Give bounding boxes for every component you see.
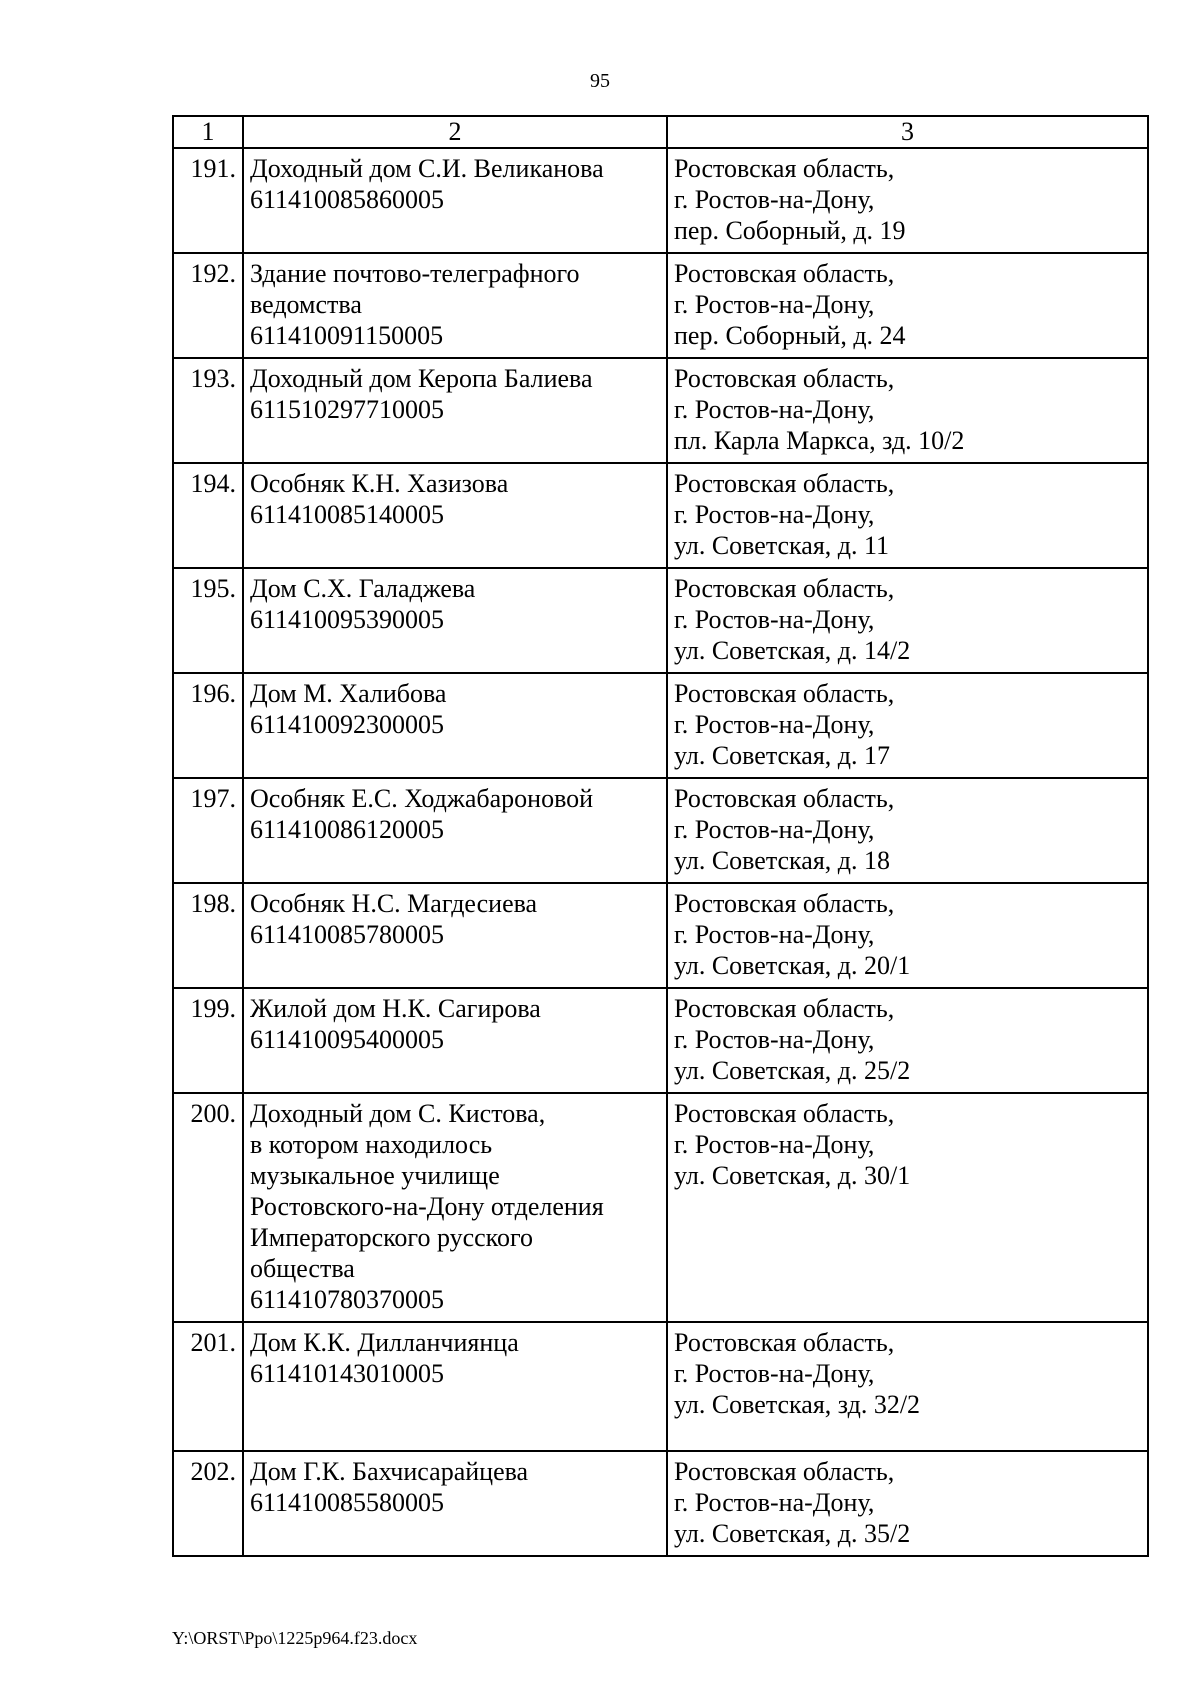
object-name-line: в котором находилось <box>250 1130 493 1159</box>
object-name-line: общества <box>250 1254 355 1283</box>
object-name-cell <box>243 463 667 568</box>
row-number: 195. <box>173 568 243 673</box>
address-cell <box>667 778 1148 883</box>
address-line: г. Ростов-на-Дону, <box>674 710 875 739</box>
address-cell <box>667 463 1148 568</box>
row-number: 202. <box>173 1451 243 1556</box>
table-row <box>173 358 1148 463</box>
address-line: ул. Советская, д. 35/2 <box>674 1519 911 1548</box>
address-line: пер. Соборный, д. 24 <box>674 321 906 350</box>
object-name-line: Здание почтово-телеграфного <box>250 259 580 288</box>
address-cell <box>667 883 1148 988</box>
address-line: Ростовская область, <box>674 574 895 603</box>
column-header-number: 1 <box>173 116 243 148</box>
object-name-line: Доходный дом Керопа Балиева <box>250 364 593 393</box>
address-line: Ростовская область, <box>674 784 895 813</box>
address-line: г. Ростов-на-Дону, <box>674 815 875 844</box>
object-name-line: 611410091150005 <box>250 321 444 350</box>
address-cell <box>667 1451 1148 1556</box>
object-name-line: Особняк К.Н. Хазизова <box>250 469 509 498</box>
object-name-cell <box>243 1093 667 1322</box>
address-line: ул. Советская, д. 25/2 <box>674 1056 911 1085</box>
object-name-line: 611410085860005 <box>250 185 445 214</box>
address-line: Ростовская область, <box>674 469 895 498</box>
address-cell <box>667 988 1148 1093</box>
row-number: 194. <box>173 463 243 568</box>
object-name-cell <box>243 358 667 463</box>
object-name-line: Особняк Н.С. Магдесиева <box>250 889 538 918</box>
row-number: 192. <box>173 253 243 358</box>
address-line: г. Ростов-на-Дону, <box>674 1130 875 1159</box>
table-row <box>173 883 1148 988</box>
object-name-cell <box>243 883 667 988</box>
table-row <box>173 778 1148 883</box>
object-name-line: Жилой дом Н.К. Сагирова <box>250 994 541 1023</box>
address-line: Ростовская область, <box>674 1457 895 1486</box>
object-name-cell <box>243 253 667 358</box>
object-name-cell <box>243 1451 667 1556</box>
table-row <box>173 988 1148 1093</box>
object-name-line: Ростовского-на-Дону отделения <box>250 1192 604 1221</box>
address-line: Ростовская область, <box>674 1328 895 1357</box>
object-name-line: Дом К.К. Дилланчиянца <box>250 1328 519 1357</box>
address-line: ул. Советская, д. 14/2 <box>674 636 911 665</box>
table-row <box>173 463 1148 568</box>
address-cell <box>667 673 1148 778</box>
object-name-cell <box>243 1322 667 1451</box>
address-line: г. Ростов-на-Дону, <box>674 605 875 634</box>
address-line: ул. Советская, д. 30/1 <box>674 1161 911 1190</box>
table-header-row <box>173 116 1148 148</box>
address-line: г. Ростов-на-Дону, <box>674 1488 875 1517</box>
address-line: пер. Соборный, д. 19 <box>674 216 906 245</box>
table-row <box>173 148 1148 253</box>
address-cell <box>667 253 1148 358</box>
object-name-line: Дом С.Х. Галаджева <box>250 574 476 603</box>
object-name-line: 611410085140005 <box>250 500 445 529</box>
object-name-line: 611410092300005 <box>250 710 445 739</box>
row-number: 200. <box>173 1093 243 1322</box>
object-name-line: Доходный дом С. Кистова, <box>250 1099 546 1128</box>
object-name-line: 611410095400005 <box>250 1025 445 1054</box>
address-cell <box>667 148 1148 253</box>
address-line: г. Ростов-на-Дону, <box>674 395 875 424</box>
table-row <box>173 1093 1148 1322</box>
row-number: 197. <box>173 778 243 883</box>
row-number: 199. <box>173 988 243 1093</box>
address-cell <box>667 1322 1148 1451</box>
address-line: пл. Карла Маркса, зд. 10/2 <box>674 426 965 455</box>
address-line: г. Ростов-на-Дону, <box>674 185 875 214</box>
row-number: 193. <box>173 358 243 463</box>
file-path-footer: Y:\ORST\Ppo\1225p964.f23.docx <box>172 1628 418 1648</box>
address-cell <box>667 1093 1148 1322</box>
object-name-line: музыкальное училище <box>250 1161 500 1190</box>
object-name-line: Доходный дом С.И. Великанова <box>250 154 604 183</box>
address-line: г. Ростов-на-Дону, <box>674 1359 875 1388</box>
table-row <box>173 568 1148 673</box>
object-name-line: 611410095390005 <box>250 605 445 634</box>
object-name-line: Дом Г.К. Бахчисарайцева <box>250 1457 529 1486</box>
address-line: ул. Советская, д. 17 <box>674 741 891 770</box>
object-name-line: ведомства <box>250 290 362 319</box>
address-line: г. Ростов-на-Дону, <box>674 500 875 529</box>
object-name-cell <box>243 148 667 253</box>
object-name-line: 611410085780005 <box>250 920 445 949</box>
row-number: 201. <box>173 1322 243 1451</box>
address-line: г. Ростов-на-Дону, <box>674 290 875 319</box>
address-line: Ростовская область, <box>674 679 895 708</box>
address-line: Ростовская область, <box>674 154 895 183</box>
row-number: 191. <box>173 148 243 253</box>
address-line: Ростовская область, <box>674 1099 895 1128</box>
object-name-line: 611410143010005 <box>250 1359 445 1388</box>
page-number: 95 <box>590 70 610 92</box>
column-header-name: 2 <box>243 116 667 148</box>
row-number: 198. <box>173 883 243 988</box>
object-name-line: Дом М. Халибова <box>250 679 447 708</box>
monuments-table <box>172 115 1149 1557</box>
table-row <box>173 1451 1148 1556</box>
object-name-line: 611410780370005 <box>250 1285 445 1314</box>
address-line: ул. Советская, д. 18 <box>674 846 891 875</box>
address-cell <box>667 568 1148 673</box>
object-name-cell <box>243 778 667 883</box>
address-line: Ростовская область, <box>674 889 895 918</box>
address-line: Ростовская область, <box>674 259 895 288</box>
object-name-cell <box>243 568 667 673</box>
address-line: Ростовская область, <box>674 364 895 393</box>
object-name-line: Императорского русского <box>250 1223 534 1252</box>
object-name-line: 611410085580005 <box>250 1488 445 1517</box>
column-header-address: 3 <box>667 116 1148 148</box>
address-line: ул. Советская, зд. 32/2 <box>674 1390 921 1419</box>
address-line: Ростовская область, <box>674 994 895 1023</box>
object-name-cell <box>243 673 667 778</box>
table-row <box>173 253 1148 358</box>
address-cell <box>667 358 1148 463</box>
object-name-line: 611510297710005 <box>250 395 445 424</box>
address-line: ул. Советская, д. 20/1 <box>674 951 911 980</box>
address-line: ул. Советская, д. 11 <box>674 531 890 560</box>
table-row <box>173 673 1148 778</box>
row-number: 196. <box>173 673 243 778</box>
table-row <box>173 1322 1148 1451</box>
object-name-line: 611410086120005 <box>250 815 445 844</box>
address-line: г. Ростов-на-Дону, <box>674 1025 875 1054</box>
object-name-line: Особняк Е.С. Ходжабароновой <box>250 784 594 813</box>
object-name-cell <box>243 988 667 1093</box>
address-line: г. Ростов-на-Дону, <box>674 920 875 949</box>
